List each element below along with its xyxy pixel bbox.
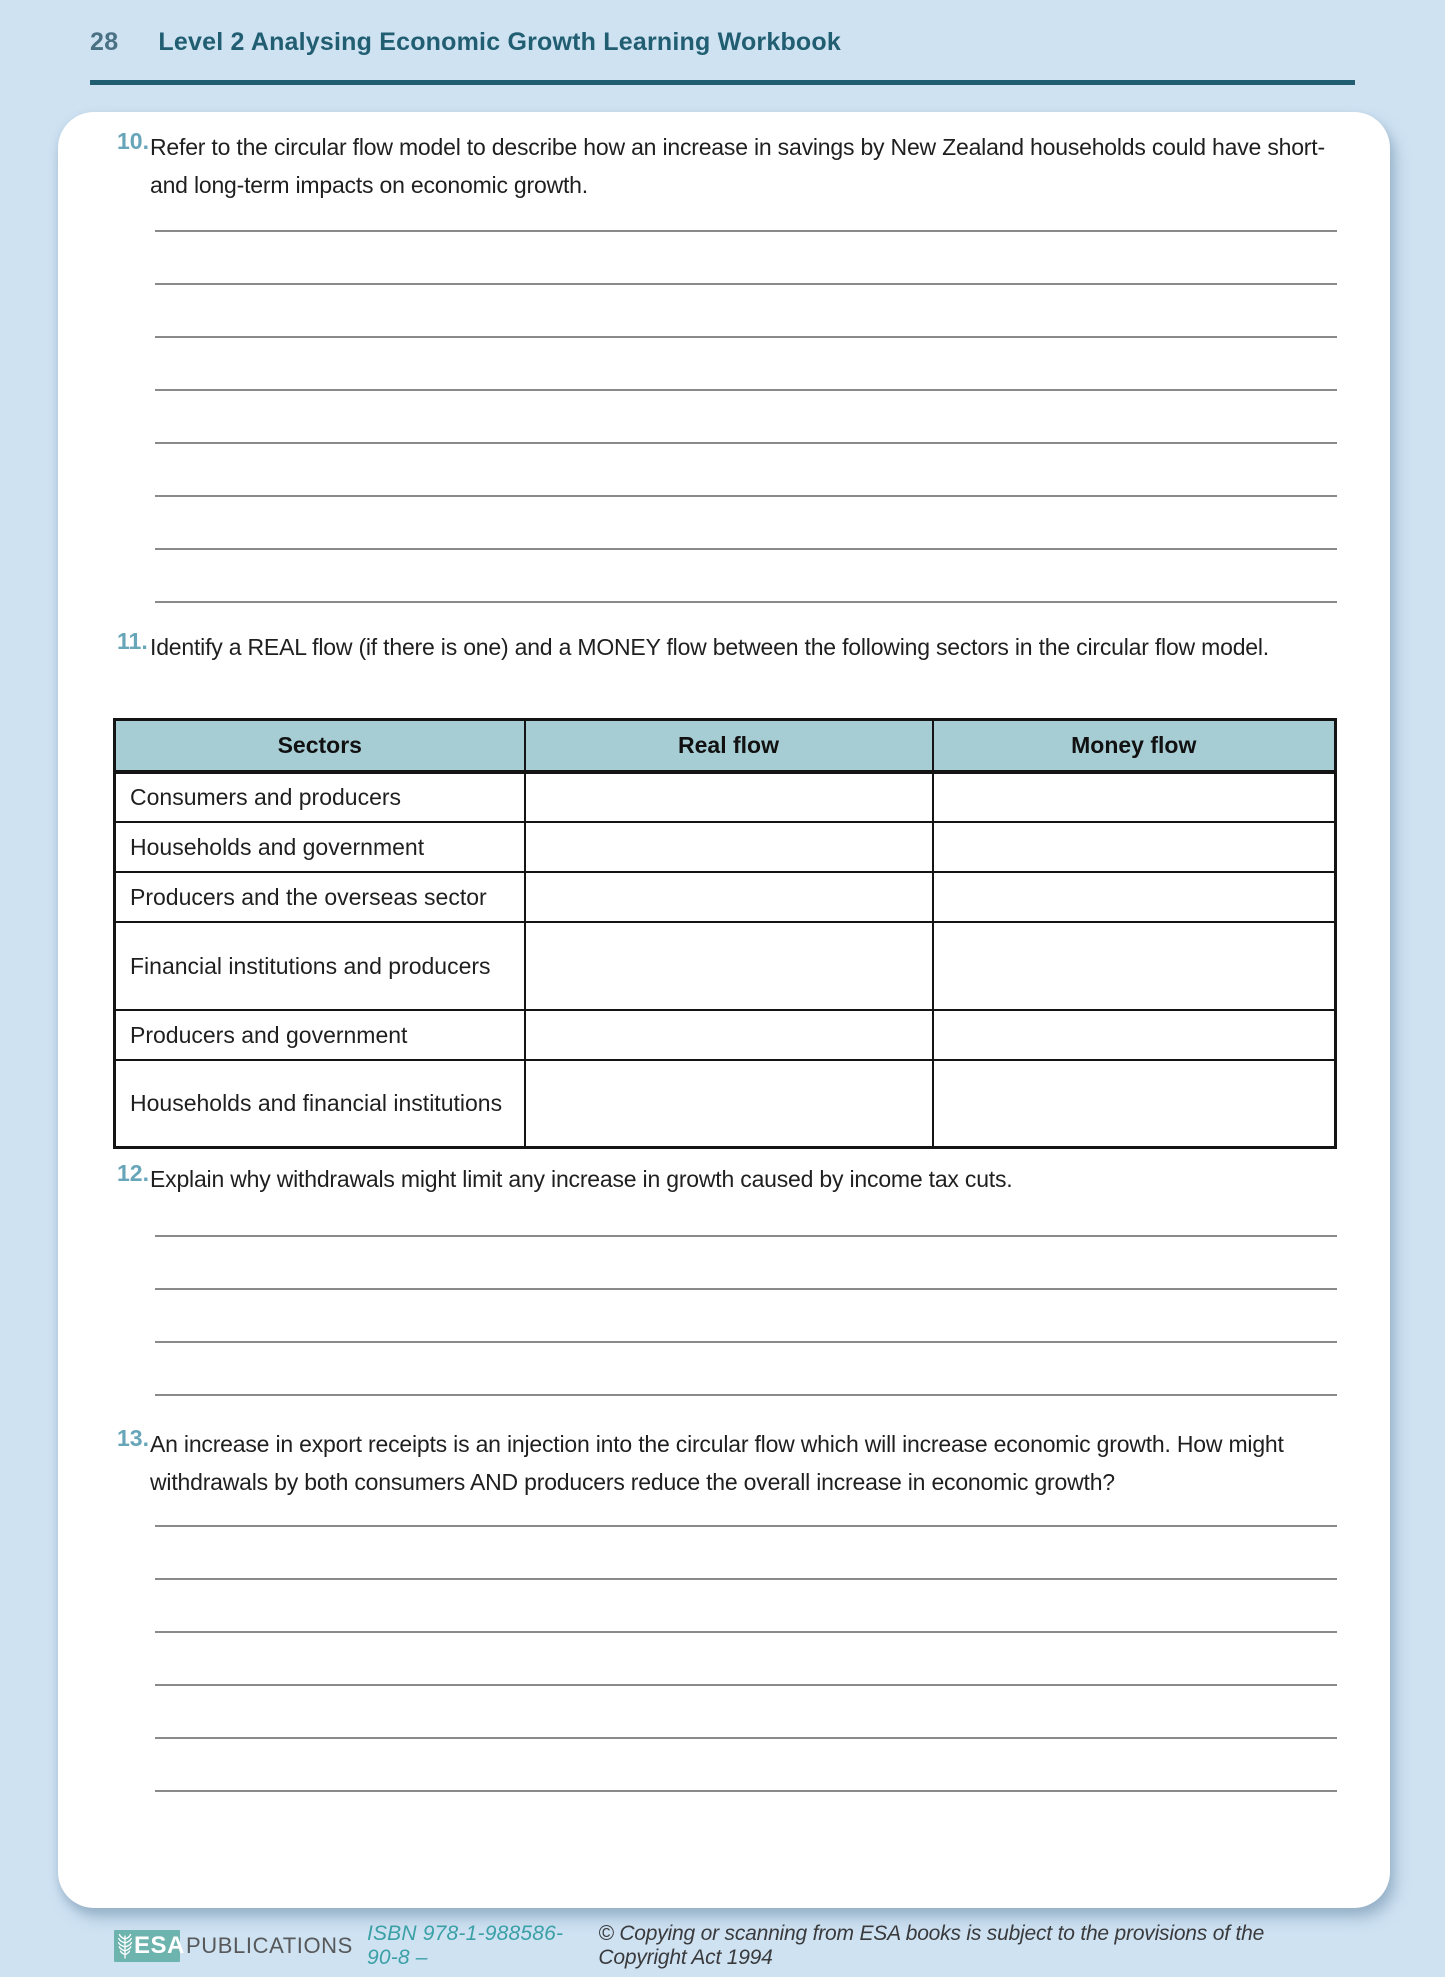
sector-cell: Households and government xyxy=(115,822,525,872)
fern-icon xyxy=(117,1933,133,1959)
column-header: Money flow xyxy=(933,720,1336,772)
page-title: Level 2 Analysing Economic Growth Learning Workbook xyxy=(158,28,841,56)
sector-cell: Financial institutions and producers xyxy=(115,922,525,1010)
column-header: Real flow xyxy=(525,720,933,772)
answer-line[interactable] xyxy=(155,391,1337,444)
answer-line[interactable] xyxy=(155,497,1337,550)
answer-line[interactable] xyxy=(155,1580,1337,1633)
answer-line[interactable] xyxy=(155,1343,1337,1396)
sectors-table-body xyxy=(115,772,1336,1148)
sector-cell: Producers and government xyxy=(115,1010,525,1060)
question-10-text: Refer to the circular flow model to describe how an increase in savings by New Zealand households could have short- and long-term impacts on economic growth. xyxy=(150,134,1325,198)
answer-line[interactable] xyxy=(155,1290,1337,1343)
page-header xyxy=(90,28,1355,57)
real-flow-cell[interactable] xyxy=(525,822,933,872)
isbn-text: ISBN 978-1-988586-90-8 – xyxy=(366,1922,564,1969)
real-flow-cell[interactable] xyxy=(525,872,933,922)
esa-logo-text: ESA xyxy=(134,1932,185,1959)
real-flow-cell[interactable] xyxy=(525,1010,933,1060)
answer-line[interactable] xyxy=(155,1527,1337,1580)
question-10-answer-lines xyxy=(155,179,1337,603)
question-12-number: 12. xyxy=(117,1160,149,1186)
question-11 xyxy=(117,628,1357,666)
table-row xyxy=(115,822,1336,872)
question-13-text: An increase in export receipts is an injection into the circular flow which will increase economic growth. How might withdrawals by both consumers AND producers reduce the overall increase in economic growth? xyxy=(150,1431,1284,1495)
sectors-table-head xyxy=(115,720,1336,772)
answer-line[interactable] xyxy=(155,550,1337,603)
question-13-number: 13. xyxy=(117,1425,149,1451)
table-row xyxy=(115,872,1336,922)
answer-line[interactable] xyxy=(155,232,1337,285)
money-flow-cell[interactable] xyxy=(933,1010,1336,1060)
table-row xyxy=(115,772,1336,822)
sector-cell: Households and financial institutions xyxy=(115,1060,525,1148)
answer-line[interactable] xyxy=(155,1474,1337,1527)
page-footer xyxy=(114,1922,1314,1969)
table-row xyxy=(115,1010,1336,1060)
money-flow-cell[interactable] xyxy=(933,922,1336,1010)
table-row xyxy=(115,1060,1336,1148)
header-rule xyxy=(90,80,1355,85)
sectors-table-wrap xyxy=(113,718,1334,1149)
answer-line[interactable] xyxy=(155,338,1337,391)
sector-cell: Producers and the overseas sector xyxy=(115,872,525,922)
page-number: 28 xyxy=(90,28,119,56)
answer-line[interactable] xyxy=(155,179,1337,232)
answer-line[interactable] xyxy=(155,1633,1337,1686)
real-flow-cell[interactable] xyxy=(525,772,933,822)
money-flow-cell[interactable] xyxy=(933,772,1336,822)
publisher-label: PUBLICATIONS xyxy=(186,1933,353,1958)
question-13-answer-lines xyxy=(155,1474,1337,1792)
money-flow-cell[interactable] xyxy=(933,1060,1336,1148)
sector-cell: Consumers and producers xyxy=(115,772,525,822)
question-11-text: Identify a REAL flow (if there is one) and a MONEY flow between the following sectors in the circular flow model. xyxy=(150,634,1269,660)
answer-line[interactable] xyxy=(155,1739,1337,1792)
question-12-text: Explain why withdrawals might limit any increase in growth caused by income tax cuts. xyxy=(150,1166,1013,1192)
real-flow-cell[interactable] xyxy=(525,922,933,1010)
question-12-answer-lines xyxy=(155,1184,1337,1396)
copyright-text: © Copying or scanning from ESA books is subject to the provisions of the Copyright Act 1994 xyxy=(598,1922,1265,1969)
answer-line[interactable] xyxy=(155,1237,1337,1290)
question-10-number: 10. xyxy=(117,128,149,154)
money-flow-cell[interactable] xyxy=(933,872,1336,922)
answer-line[interactable] xyxy=(155,1686,1337,1739)
answer-line[interactable] xyxy=(155,1184,1337,1237)
answer-line[interactable] xyxy=(155,285,1337,338)
sectors-table xyxy=(113,718,1337,1149)
question-11-number: 11. xyxy=(117,628,148,654)
header-row xyxy=(115,720,1336,772)
answer-line[interactable] xyxy=(155,444,1337,497)
real-flow-cell[interactable] xyxy=(525,1060,933,1148)
esa-logo xyxy=(114,1930,185,1962)
table-row xyxy=(115,922,1336,1010)
money-flow-cell[interactable] xyxy=(933,822,1336,872)
column-header: Sectors xyxy=(115,720,525,772)
content-card xyxy=(58,112,1390,1908)
